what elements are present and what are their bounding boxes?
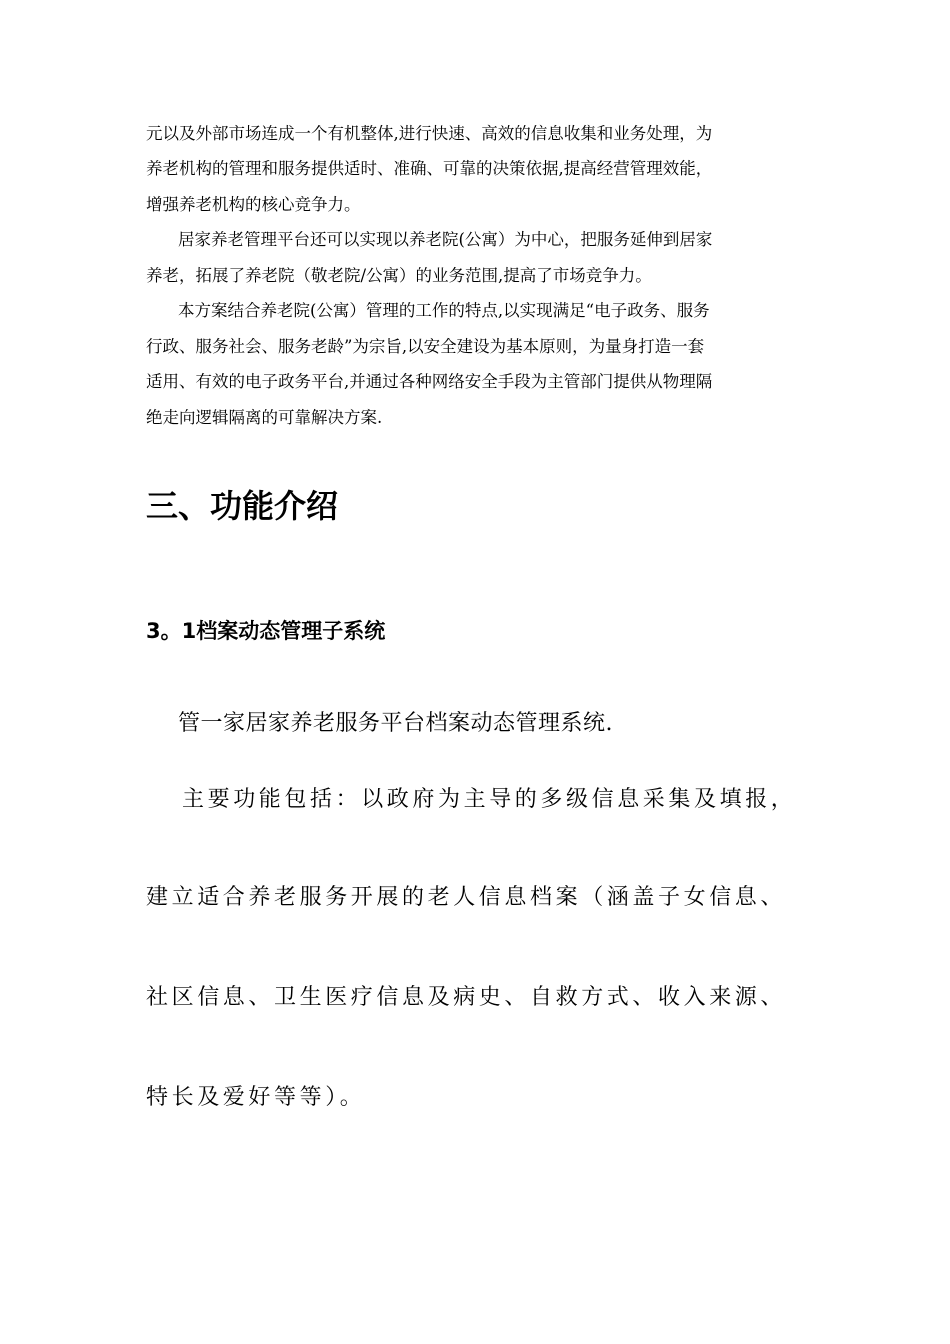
paragraph-line: 元以及外部市场连成一个有机整体,进行快速、高效的信息收集和业务处理，为: [146, 124, 713, 143]
paragraph-line: 适用、有效的电子政务平台,并通过各种网络安全手段为主管部门提供从物理隔: [146, 372, 713, 391]
paragraph-line: 居家养老管理平台还可以实现以养老院(公寓）为中心，把服务延伸到居家: [178, 230, 713, 249]
paragraph-line: 本方案结合养老院(公寓）管理的工作的特点,以实现满足“电子政务、服务: [178, 301, 710, 320]
body-line: 特长及爱好等等）。: [146, 1085, 366, 1110]
paragraph-line: 绝走向逻辑隔离的可靠解决方案.: [146, 408, 383, 427]
paragraph-line: 增强养老机构的核心竞争力。: [146, 195, 361, 214]
paragraph-line: 养老，拓展了养老院（敬老院/公寓）的业务范围,提高了市场竞争力。: [146, 266, 652, 285]
paragraph-line: 养老机构的管理和服务提供适时、准确、可靠的决策依据,提高经营管理效能，: [146, 159, 713, 178]
body-line: 建立适合养老服务开展的老人信息档案（涵盖子女信息、: [146, 885, 787, 910]
body-line: 社区信息、卫生医疗信息及病史、自救方式、收入来源、: [146, 985, 787, 1010]
subsection-heading: 3。1档案动态管理子系统: [146, 619, 386, 643]
body-line: 主要功能包括：以政府为主导的多级信息采集及填报，: [182, 787, 797, 812]
section-heading: 三、功能介绍: [146, 487, 339, 525]
body-line: 管一家居家养老服务平台档案动态管理系统.: [178, 711, 613, 736]
paragraph-line: 行政、服务社会、服务老龄”为宗旨,以安全建设为基本原则，为量身打造一套: [146, 337, 705, 356]
